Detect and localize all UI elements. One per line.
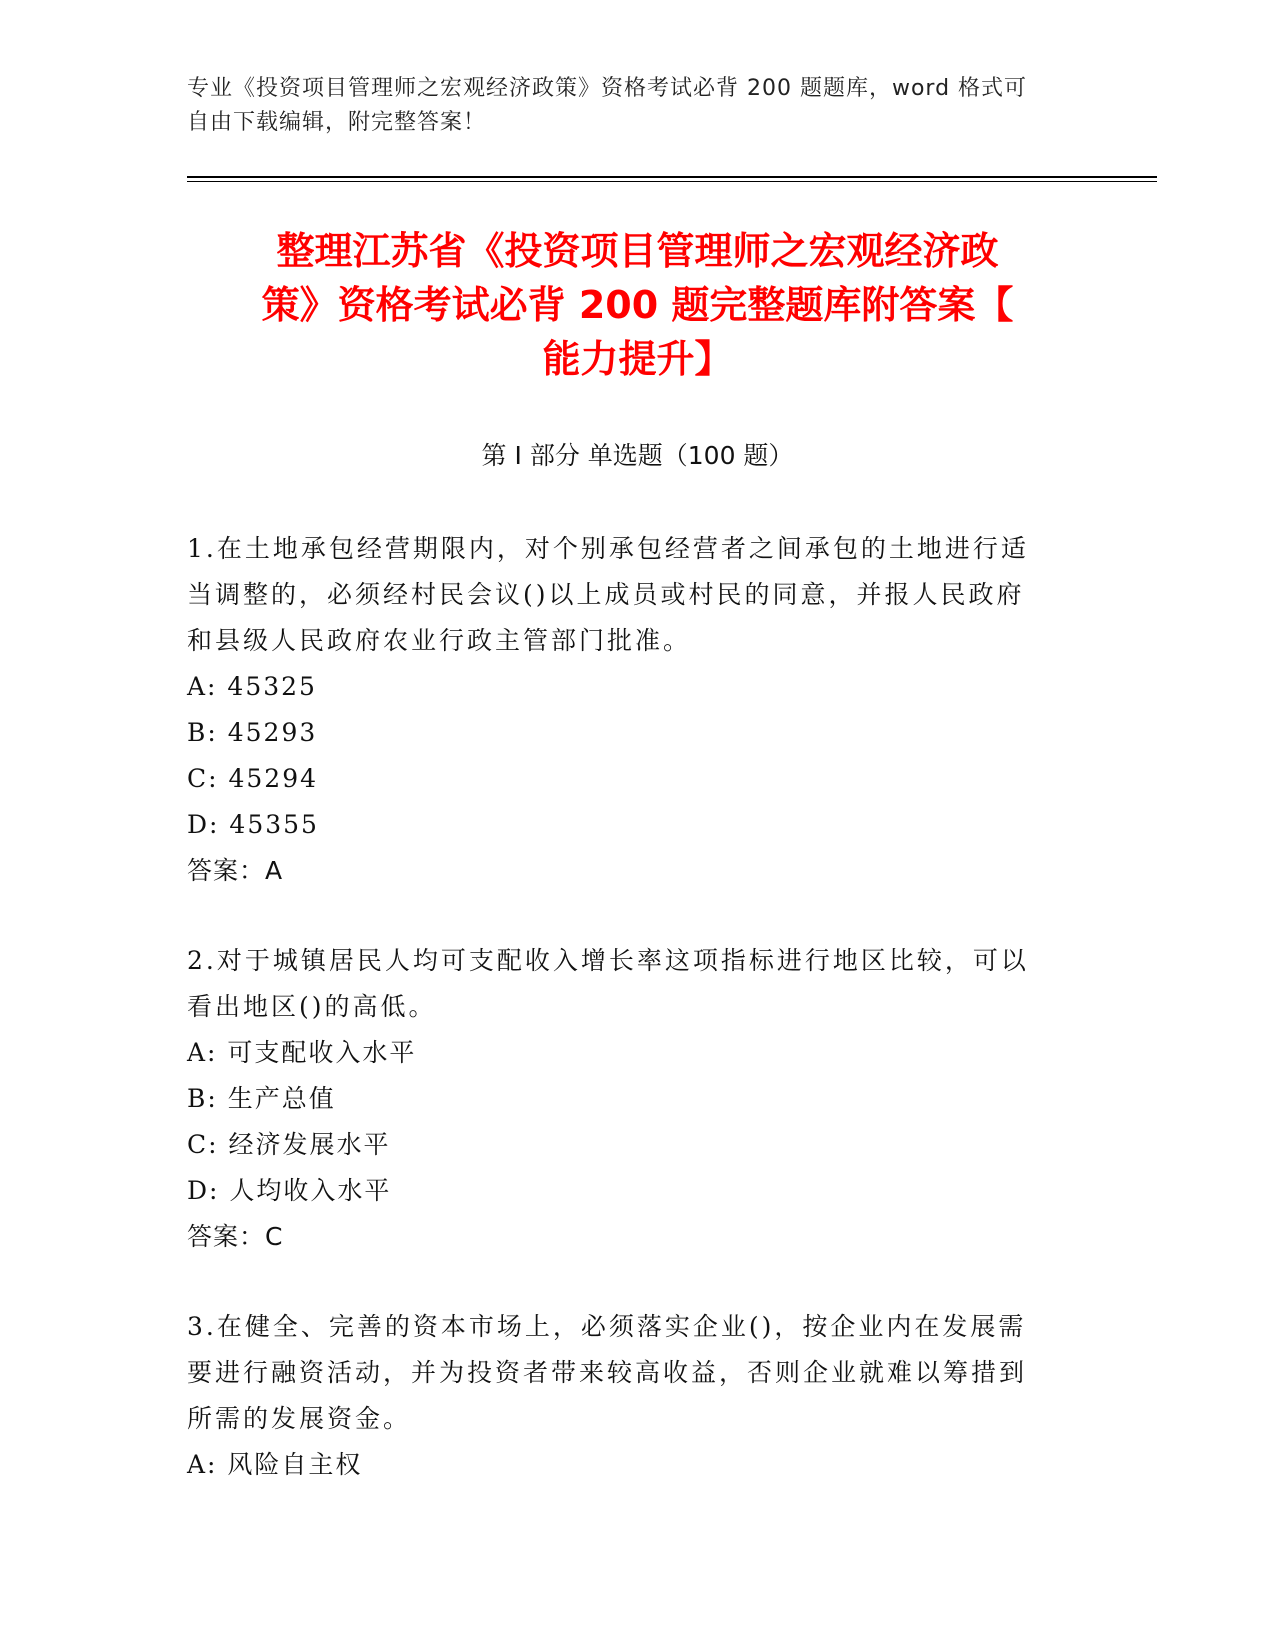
option-a: A: 风险自主权 (187, 1450, 363, 1479)
title-line-2: 策》资格考试必背 200 题完整题库附答案【 (261, 283, 1014, 327)
option-c: C: 经济发展水平 (187, 1130, 391, 1159)
document-title (175, 224, 1100, 386)
option-c: C: 45294 (187, 764, 319, 793)
title-line-1: 整理江苏省《投资项目管理师之宏观经济政 (276, 229, 999, 273)
question-text (187, 1304, 1067, 1442)
question-line: 看出地区()的高低。 (187, 992, 437, 1021)
answer-line: 答案：C (187, 1222, 284, 1251)
header-line-2: 自由下载编辑，附完整答案！ (187, 110, 487, 135)
option-a: A: 45325 (187, 672, 317, 701)
question-item (187, 1304, 1067, 1488)
question-line: 2.对于城镇居民人均可支配收入增长率这项指标进行地区比较，可以 (187, 946, 1029, 975)
question-line: 要进行融资活动，并为投资者带来较高收益，否则企业就难以筹措到 (187, 1358, 1028, 1387)
question-text (187, 938, 1067, 1030)
title-line-3: 能力提升】 (542, 337, 733, 381)
header-line-1: 专业《投资项目管理师之宏观经济政策》资格考试必背 200 题题库，word 格式可 (187, 76, 1028, 101)
question-line: 1.在土地承包经营期限内，对个别承包经营者之间承包的土地进行适 (187, 534, 1029, 563)
question-line: 所需的发展资金。 (187, 1404, 412, 1433)
question-list (187, 526, 1067, 1532)
option-b: B: 生产总值 (187, 1084, 336, 1113)
question-line: 和县级人民政府农业行政主管部门批准。 (187, 626, 692, 655)
question-line: 当调整的，必须经村民会议()以上成员或村民的同意，并报人民政府 (187, 580, 1025, 609)
header-divider-thin (187, 181, 1157, 182)
option-d: D: 45355 (187, 810, 319, 839)
question-item (187, 938, 1067, 1260)
option-d: D: 人均收入水平 (187, 1176, 392, 1205)
option-a: A: 可支配收入水平 (187, 1038, 417, 1067)
header-divider-thick (187, 176, 1157, 178)
document-header (187, 72, 1067, 140)
question-item (187, 526, 1067, 894)
answer-line: 答案：A (187, 856, 284, 885)
option-b: B: 45293 (187, 718, 318, 747)
question-text (187, 526, 1067, 664)
section-title: 第 I 部分 单选题（100 题） (481, 441, 794, 470)
question-line: 3.在健全、完善的资本市场上，必须落实企业()，按企业内在发展需 (187, 1312, 1027, 1341)
